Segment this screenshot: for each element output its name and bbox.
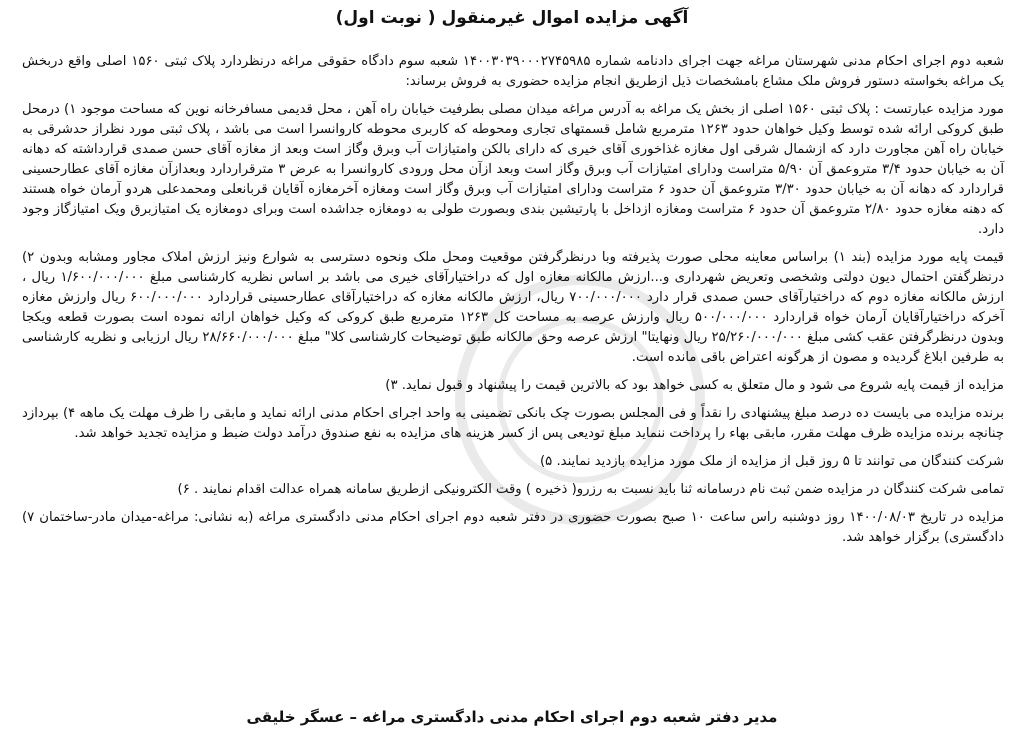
visit-paragraph: شرکت کنندگان می توانند تا ۵ روز قبل از مزایده از ملک مورد مزایده بازدید نمایند. ۵) bbox=[540, 454, 1004, 469]
notice-body bbox=[22, 52, 1004, 556]
base-price-paragraph: قیمت پایه مورد مزایده (بند ۱) براساس معاینه محلی صورت پذیرفته وبا درنظرگرفتن موقعیت ومحل ملک ونحوه دسترسی به شوارع ونیز ارزش املاک مجاور ومشابه وبدون ۲) درنظرگفتن احتمال دیون دولتی وشخصی وتعریض شهرداری و...ارزش مالکانه مغازه اول که دراختیارآقای خیری می باشد بر اساس نظریه کارشناسی مبلغ ۱/۶۰۰/۰۰۰/۰۰۰ ریال ، ارزش مالکانه مغازه دوم که دراختیارآقای حسن صمدی قرار دارد ۷۰۰/۰۰۰/۰۰۰ ریال، ارزش مالکانه مغازه که دراختیارآقای عطارحسینی قراردارد ۶۰۰/۰۰۰/۰۰۰ ریال وارزش مغازه آخرکه دراختیارآقایان آرمان خواه قراردارد ۵۰۰/۰۰۰/۰۰۰ ریال وارزش عرصه به مساحت کل ۱۲۶۳ مترمربع طبق کروکی که وکیل خواهان ارائه نموده است بصورت قطعه ویکجا وبدون درنظرگرفتن عقب کشی مبلغ ۲۵/۲۶۰/۰۰۰/۰۰۰ ریال ونهایتا" ارزش عرصه وحق مالکانه طبق توضیحات کارشناسی کلا" مبلغ ۲۸/۶۶۰/۰۰۰/۰۰۰ ریال ارزیابی و نظریه کارشناسی به طرفین ابلاغ گردیده و مصون از هرگونه اعتراض باقی مانده است. bbox=[22, 250, 1005, 365]
signature-line: مدیر دفتر شعبه دوم اجرای احکام مدنی دادگستری مراغه – عسگر خلیقی bbox=[246, 708, 778, 726]
auction-date-paragraph: مزایده در تاریخ ۱۴۰۰/۰۸/۰۳ روز دوشنبه راس ساعت ۱۰ صبح بصورت حضوری در دفتر شعبه دوم اجرای احکام مدنی دادگستری مراغه (به نشانی: مراغه-میدان مادر-ساختمان ۷) دادگستری) برگزار خواهد شد. bbox=[22, 510, 1005, 545]
notice-title: آگهی مزایده اموال غیرمنقول ( نوبت اول) bbox=[335, 8, 689, 28]
registration-paragraph: تمامی شرکت کنندگان در مزایده ضمن ثبت نام درسامانه ثنا باید نسبت به رزرو( ذخیره ) وقت الکترونیکی ازطریق سامانه همراه عدالت اقدام نمایند . ۶) bbox=[177, 482, 1004, 497]
auction-start-paragraph: مزایده از قیمت پایه شروع می شود و مال متعلق به کسی خواهد بود که بالاترین قیمت را پیشنهاد و قبول نماید. ۳) bbox=[385, 378, 1004, 393]
intro-paragraph: شعبه دوم اجرای احکام مدنی شهرستان مراغه جهت اجرای دادنامه شماره ۱۴۰۰۳۰۳۹۰۰۰۲۷۴۵۹۸۵ شعبه سوم دادگاه حقوقی مراغه درنظردارد پلاک ثبتی ۱۵۶۰ اصلی واقع دربخش یک مراغه بخواسته دستور فروش ملک مشاع بامشخصات ذیل ازطریق انجام مزایده حضوری به فروش برساند: bbox=[22, 54, 1004, 89]
payment-terms-paragraph: برنده مزایده می بایست ده درصد مبلغ پیشنهادی را نقداً و فی المجلس بصورت چک بانکی تضمینی به واحد اجرای احکام مدنی ارائه نماید و مابقی را ظرف مهلت یک ماهه ۴) بپردازد چنانچه برنده مزایده ظرف مهلت مقرر، مابقی بهاء را پرداخت ننماید مبلغ تودیعی پس از کسر هزینه های مزایده به نفع صندوق درآمد دولت ضبط و مزایده تجدید خواهد شد. bbox=[22, 406, 1004, 441]
property-description-paragraph: مورد مزایده عبارتست : پلاک ثبتی ۱۵۶۰ اصلی از بخش یک مراغه به آدرس مراغه میدان مصلی بطرفیت خیابان راه آهن ، محل قدیمی مسافرخانه نوین که مساحت موجود ۱) درمحل طبق کروکی ارائه شده توسط وکیل خواهان حدود ۱۲۶۳ مترمربع شامل قسمتهای تجاری ومحوطه که کاربری محوطه کاروانسرا است می باشد ، پلاک ثبتی مورد نظراز حدشرقی به خیابان راه آهن مجاورت دارد که ازشمال شرقی اول مغازه غذاخوری آقای خیری که دارای بالکن وامتیازات آب وبرق وگاز است وبعد از مغازه آقای حسن صمدی قرارداشته که دهانه آن به خیابان حدود ۳/۴ متروعمق آن ۵/۹۰ متراست ودارای امتیازات آب وبرق وگاز است وبعد ازآن محل ورودی کاروانسرا به عرض ۳ مترقراردارد وبعدازآن مغازه آقای عطارحسینی قراردارد که دهانه آن به خیابان حدود ۳/۳۰ متروعمق آن حدود ۶ متراست ودارای امتیازات آب وبرق وگاز است ومغازه آخرمغازه آقایان قربانعلی ومحمدعلی هردو آرمان خواه هستند که دهنه مغازه حدود ۲/۸۰ متروعمق آن حدود ۶ متراست ومغازه ازداخل با پارتیشین بندی وبصورت طولی به دومغازه جداشده است وبرای دومغازه یک امتیازبرق ویک امتیازگاز وجود دارد. bbox=[22, 102, 1004, 237]
